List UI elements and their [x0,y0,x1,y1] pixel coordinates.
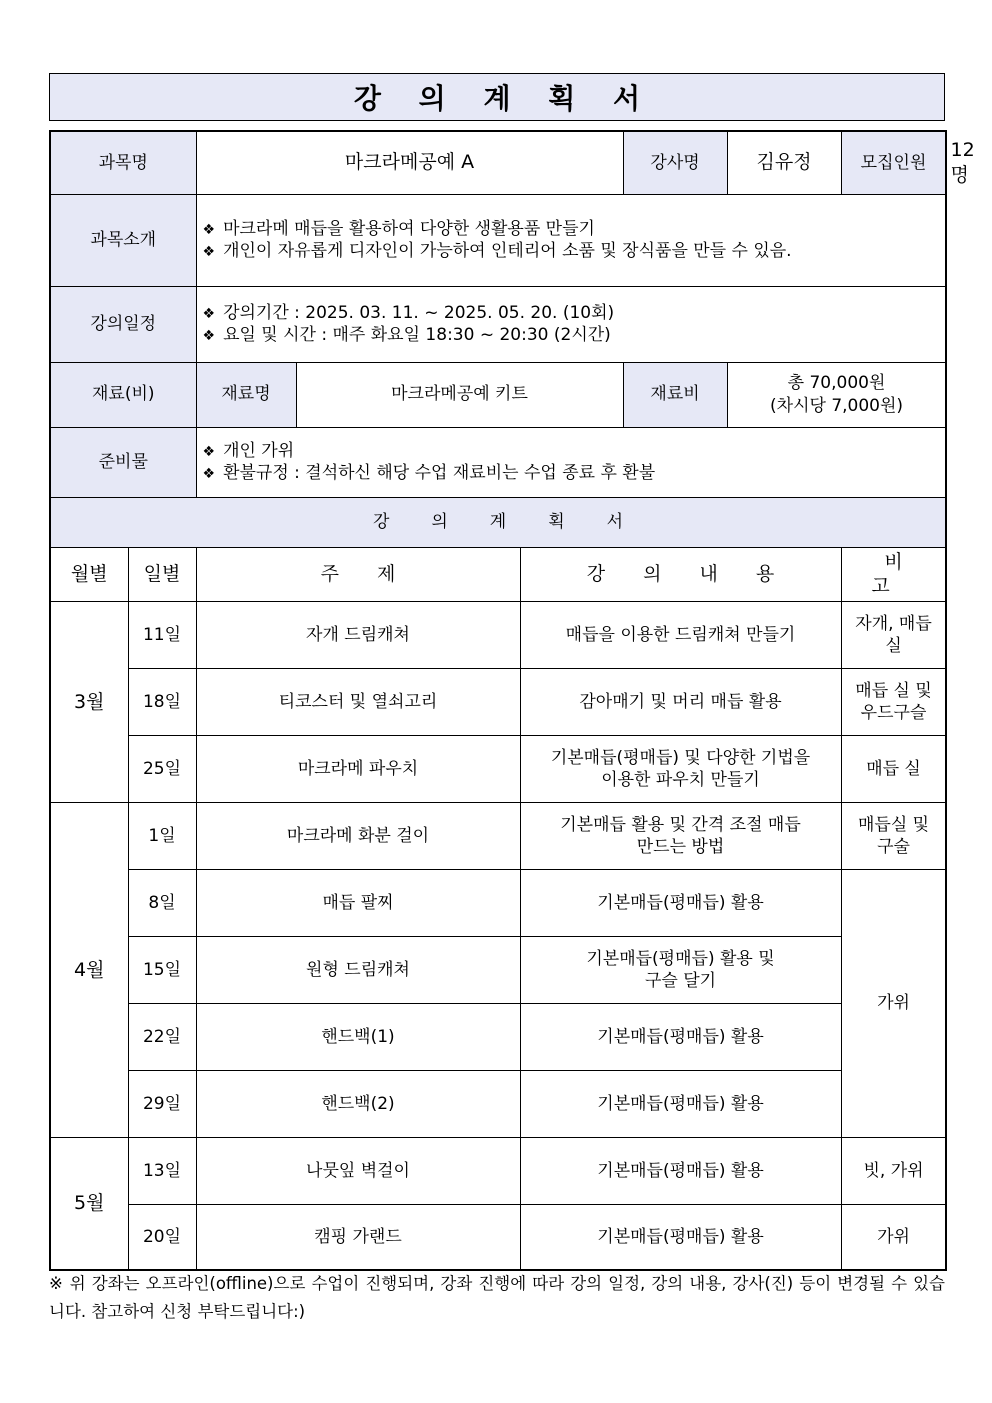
topic-cell: 티코스터 및 열쇠고리 [196,668,520,735]
day-cell: 13일 [128,1137,196,1204]
topic-cell: 핸드백(1) [196,1003,520,1070]
instructor-label: 강사명 [623,131,727,194]
topic-cell: 마크라메 화분 걸이 [196,802,520,869]
material-fee-value: 총 70,000원 (차시당 7,000원) [727,362,946,427]
plan-band-title: 강의계획서 [50,497,946,547]
content-cell: 매듭을 이용한 드림캐쳐 만들기 [520,601,841,668]
month-cell: 3월 [50,601,128,802]
note-cell: 매듭실 및 구술 [841,802,946,869]
schedule-row [50,286,946,362]
lecture-plan-table [49,130,975,1271]
content-cell: 기본매듭(평매듭) 활용 및 구슬 달기 [520,936,841,1003]
day-cell: 20일 [128,1204,196,1270]
schedule-line: ❖ 요일 및 시간 : 매주 화요일 18:30 ~ 20:30 (2시간) [202,325,611,345]
note-cell-merged: 가위 [841,869,946,1137]
header-note: 비고 [841,547,946,601]
month-cell: 4월 [50,802,128,1137]
schedule-label: 강의일정 [50,286,196,362]
bullet-icon: ❖ [202,305,216,322]
intro-line: ❖ 마크라메 매듭을 활용하여 다양한 생활용품 만들기 [202,218,595,239]
recruit-label: 모집인원 [841,131,946,194]
note-cell: 매듭 실 [841,735,946,802]
intro-label: 과목소개 [50,194,196,286]
topic-cell: 자개 드림캐쳐 [196,601,520,668]
topic-cell: 마크라메 파우치 [196,735,520,802]
month-cell: 5월 [50,1137,128,1270]
table-row [50,668,946,735]
note-cell: 자개, 매듭 실 [841,601,946,668]
table-row [50,1070,946,1137]
day-cell: 15일 [128,936,196,1003]
bullet-icon: ❖ [202,443,216,460]
prep-content [196,427,946,497]
material-label: 재료(비) [50,362,196,427]
course-row: 과목명 마크라메공예 A 강사명 김유정 모집인원 12명 [50,131,946,194]
prep-row [50,427,946,497]
table-row [50,1003,946,1070]
material-name-label: 재료명 [196,362,296,427]
topic-cell: 핸드백(2) [196,1070,520,1137]
document-title: 강 의 계 획 서 [353,82,655,115]
table-row [50,601,946,668]
bullet-icon: ❖ [202,244,216,260]
prep-label: 준비물 [50,427,196,497]
topic-cell: 매듭 팔찌 [196,869,520,936]
course-value: 마크라메공예 A [196,131,623,194]
footer-notice: ※ 위 강좌는 오프라인(offline)으로 수업이 진행되며, 강좌 진행에 따라 강의 일정, 강의 내용, 강사(진) 등이 변경될 수 있습니다. 참고하여 신청 부탁드립니다:) [49,1274,945,1321]
intro-row [50,194,946,286]
schedule-content [196,286,946,362]
day-cell: 18일 [128,668,196,735]
day-cell: 8일 [128,869,196,936]
table-row [50,1204,946,1270]
bullet-icon: ❖ [202,221,216,238]
day-cell: 29일 [128,1070,196,1137]
schedule-line: ❖ 강의기간 : 2025. 03. 11. ~ 2025. 05. 20. (10회) [202,302,615,323]
content-cell: 기본매듭(평매듭) 활용 [520,1070,841,1137]
topic-cell: 나뭇잎 벽걸이 [196,1137,520,1204]
note-cell: 매듭 실 및 우드구슬 [841,668,946,735]
table-row [50,936,946,1003]
topic-cell: 캠핑 가랜드 [196,1204,520,1270]
note-cell: 빗, 가위 [841,1137,946,1204]
bullet-icon: ❖ [202,466,216,482]
header-topic: 주제 [196,547,520,601]
day-cell: 11일 [128,601,196,668]
header-content: 강의내용 [520,547,841,601]
content-cell: 기본매듭(평매듭) 활용 [520,1137,841,1204]
prep-line: ❖ 개인 가위 [202,440,295,461]
day-cell: 25일 [128,735,196,802]
day-cell: 1일 [128,802,196,869]
table-row [50,735,946,802]
content-cell: 기본매듭(평매듭) 활용 [520,1003,841,1070]
course-label: 과목명 [50,131,196,194]
intro-line: ❖ 개인이 자유롭게 디자인이 가능하여 인테리어 소품 및 장식품을 만들 수 있음. [202,241,792,261]
content-cell: 기본매듭(평매듭) 활용 [520,1204,841,1270]
material-fee-label: 재료비 [623,362,727,427]
note-cell: 가위 [841,1204,946,1270]
topic-cell: 원형 드림캐쳐 [196,936,520,1003]
content-cell: 감아매기 및 머리 매듭 활용 [520,668,841,735]
header-day: 일별 [128,547,196,601]
document-title-box [49,73,945,121]
table-row [50,869,946,936]
content-cell: 기본매듭(평매듭) 및 다양한 기법을 이용한 파우치 만들기 [520,735,841,802]
table-row [50,1137,946,1204]
day-cell: 22일 [128,1003,196,1070]
content-cell: 기본매듭(평매듭) 활용 [520,869,841,936]
plan-header-row [50,547,946,601]
table-row [50,802,946,869]
plan-band-row [50,497,946,547]
material-name-value: 마크라메공예 키트 [296,362,623,427]
instructor-value: 김유정 [727,131,841,194]
header-month: 월별 [50,547,128,601]
material-row [50,362,946,427]
bullet-icon: ❖ [202,328,216,344]
intro-content [196,194,946,286]
content-cell: 기본매듭 활용 및 간격 조절 매듭 만드는 방법 [520,802,841,869]
prep-line: ❖ 환불규정 : 결석하신 해당 수업 재료비는 수업 종료 후 환불 [202,463,656,483]
